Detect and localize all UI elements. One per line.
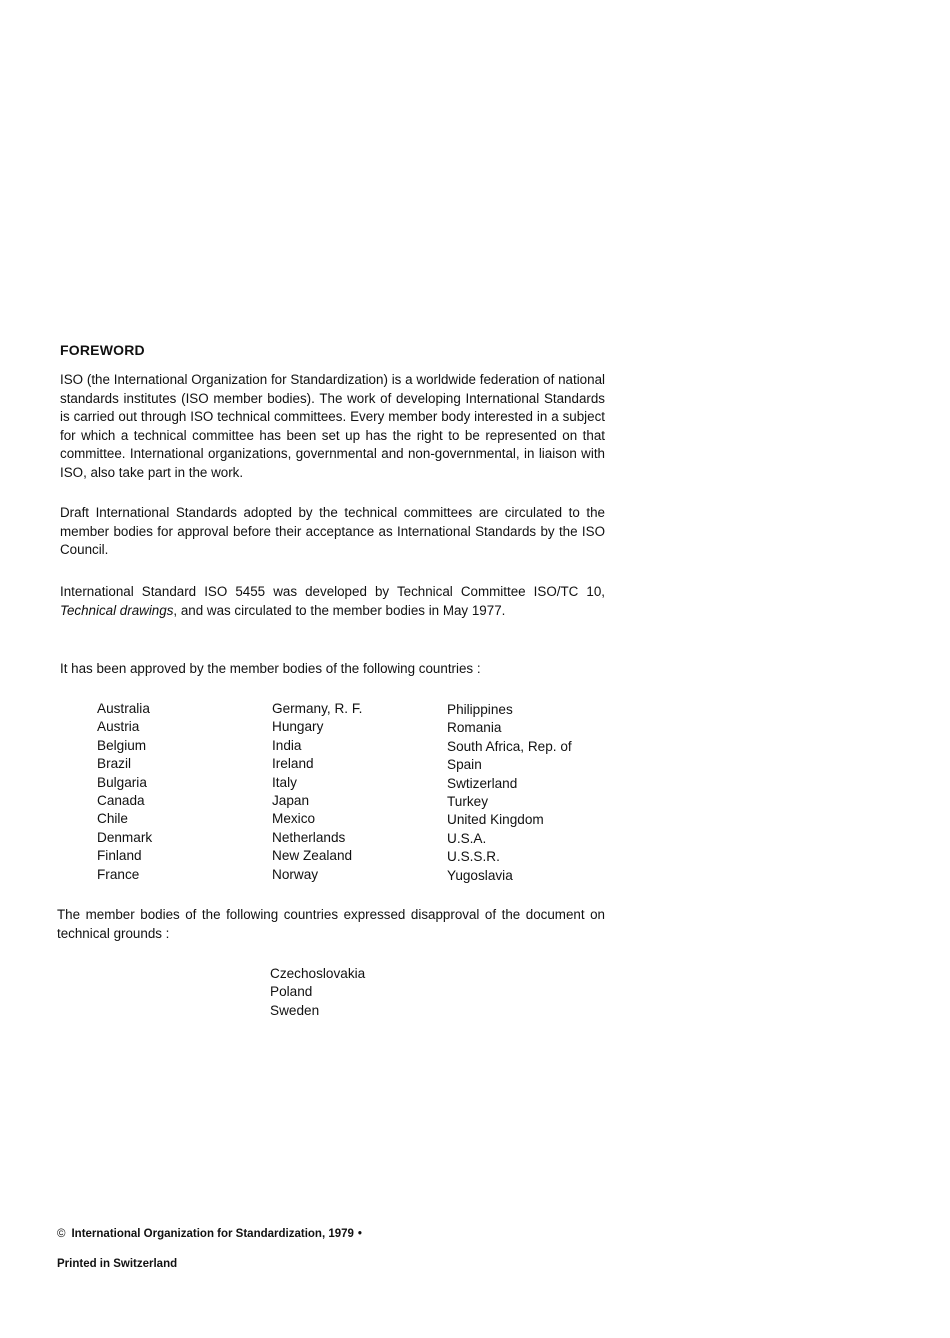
paragraph-approval-intro: It has been approved by the member bodies of the following countries : [60,661,481,676]
country-item: Japan [272,793,310,809]
country-item: Turkey [447,794,489,810]
country-item: Hungary [272,719,324,735]
country-item: Poland [270,984,313,1000]
country-item: Belgium [97,737,147,753]
paragraph-draft-standards: Draft International Standards adopted by the technical committees are circulated to the member bodies for approval before their acceptance as International Standards by the ISO Council. [60,505,605,558]
country-item: Philippines [447,702,513,717]
country-item: Denmark [97,829,153,845]
bullet-icon: • [357,1228,362,1240]
country-item: Yugoslavia [447,867,513,883]
country-item: South Africa, Rep. of [447,738,572,754]
foreword-heading: FOREWORD [60,342,145,358]
country-item: Sweden [270,1002,320,1018]
country-item: Italy [272,774,297,790]
approving-countries-column-3 [447,701,572,885]
copyright-line [57,1228,362,1240]
paragraph-standard-text-2: , and was circulated to the member bodies in May 1977. [173,602,506,618]
country-item: New Zealand [272,848,353,864]
country-item: Netherlands [272,829,346,845]
country-item: Ireland [272,756,314,772]
approving-countries-column-1 [97,700,152,884]
committee-title-italic: Technical drawings [60,602,174,618]
paragraph-standard-text-1: International Standard ISO 5455 was developed by Technical Committee ISO/TC 10, [60,584,605,599]
country-item: Spain [447,757,482,773]
approving-countries-column-2 [272,700,362,884]
country-item: Swtizerland [447,775,518,791]
country-item: U.S.S.R. [447,849,500,865]
country-item: Canada [97,793,145,809]
country-item: Finland [97,848,142,864]
country-item: Bulgaria [97,774,147,790]
country-item: Chile [97,811,128,827]
printed-in-line: Printed in Switzerland [57,1258,178,1270]
country-item: Australia [97,701,150,716]
country-item: United Kingdom [447,812,544,828]
country-item: Czechoslovakia [270,966,366,981]
paragraph-standard-development [60,583,605,620]
copyright-symbol: © [57,1228,66,1240]
country-item: France [97,866,140,882]
country-item: U.S.A. [447,830,487,846]
country-item: Norway [272,866,319,882]
country-item: Austria [97,719,140,735]
copyright-text: International Organization for Standardization, 1979 [71,1228,354,1240]
country-item: Germany, R. F. [272,701,363,716]
country-item: India [272,737,302,753]
country-item: Brazil [97,756,131,772]
country-item: Romania [447,720,502,736]
country-item: Mexico [272,811,316,827]
paragraph-disapproval-intro: The member bodies of the following countries expressed disapproval of the document on technical grounds : [57,907,605,941]
disapproving-countries-list [270,965,365,1020]
paragraph-iso-description: ISO (the International Organization for Standardization) is a worldwide federation of national standards institutes (ISO member bodies). The work of developing International Standards is carried out through ISO technical committees. Every member body interested in a subject for which a technical committee has been set up has the right to be represented on that committee. International organizations, governmental and non-governmental, in liaison with ISO, also take part in the work. [60,372,605,480]
